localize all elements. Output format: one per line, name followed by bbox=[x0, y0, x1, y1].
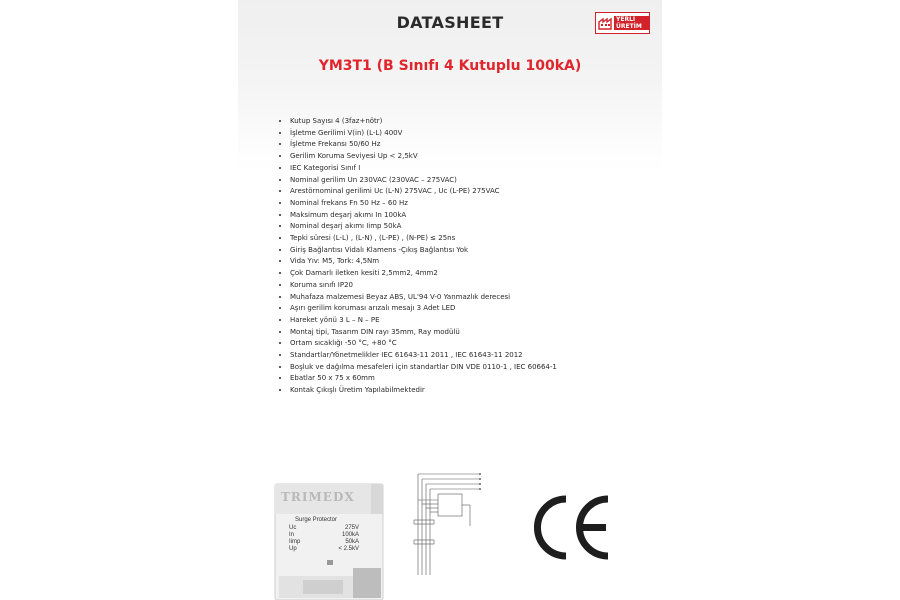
spec-item: • Kontak Çıkışlı Üretim Yapılabilmektedir bbox=[290, 385, 650, 397]
spec-item: • Nominal deşarj akımı Iimp 50kA bbox=[290, 221, 650, 233]
factory-icon bbox=[596, 14, 614, 32]
device-rating-value: < 2.5kV bbox=[338, 546, 359, 552]
device-rating-row bbox=[289, 532, 359, 539]
ce-mark-icon bbox=[528, 490, 618, 565]
spec-item: • Tepki süresi (L-L) , (L-N) , (L-PE) , (N-PE) ≤ 25ns bbox=[290, 233, 650, 245]
spec-item: • Vida Yıv: M5, Tork: 4,5Nm bbox=[290, 256, 650, 268]
device-brand: TRIMEDX bbox=[281, 490, 355, 504]
spec-item: • Nominal gerilim Un 230VAC (230VAC – 275VAC) bbox=[290, 175, 650, 187]
spec-item: • Koruma sınıfı IP20 bbox=[290, 280, 650, 292]
device-rating-row bbox=[289, 525, 359, 532]
wiring-diagram bbox=[408, 470, 488, 580]
product-title: YM3T1 (B Sınıfı 4 Kutuplu 100kA) bbox=[318, 58, 582, 74]
spec-item: • Muhafaza malzemesi Beyaz ABS, UL'94 V-0 Yanmazlık derecesi bbox=[290, 292, 650, 304]
spec-item: • İşletme Frekansı 50/60 Hz bbox=[290, 139, 650, 151]
spec-item: • Boşluk ve dağılma mesafeleri için standartlar DIN VDE 0110-1 , IEC 60664-1 bbox=[290, 362, 650, 374]
datasheet-page bbox=[238, 0, 662, 600]
spec-item: • IEC Kategorisi Sınıf I bbox=[290, 163, 650, 175]
spec-item: • Ortam sıcaklığı -50 °C, +80 °C bbox=[290, 338, 650, 350]
spec-item: • Kutup Sayısı 4 (3faz+nötr) bbox=[290, 116, 650, 128]
spec-item: • Nominal frekans Fn 50 Hz – 60 Hz bbox=[290, 198, 650, 210]
spec-item: • Montaj tipi, Tasarım DIN rayı 35mm, Ray modülü bbox=[290, 327, 650, 339]
spec-item: • Maksimum deşarj akımı In 100kA bbox=[290, 210, 650, 222]
device-rating-value: 275V bbox=[344, 525, 359, 531]
device-label: Surge Protector bbox=[295, 517, 338, 523]
device-rating-key: Up bbox=[289, 546, 297, 552]
badge-text bbox=[614, 16, 649, 30]
spec-item: • Hareket yönü 3 L – N – PE bbox=[290, 315, 650, 327]
spec-item: • Giriş Bağlantısı Vidalı Klamens -Çıkış Bağlantısı Yok bbox=[290, 245, 650, 257]
device-rating-value: 50kA bbox=[345, 539, 359, 545]
spec-item: • Gerilim Koruma Seviyesi Up < 2,5kV bbox=[290, 151, 650, 163]
spec-item: • Ebatlar 50 x 75 x 60mm bbox=[290, 373, 650, 385]
device-rating-value: 100kA bbox=[341, 532, 359, 538]
device-image bbox=[273, 480, 388, 600]
spec-item: • Aşırı gerilim koruması arızalı mesajı 3 Adet LED bbox=[290, 303, 650, 315]
device-rating-key: Iimp bbox=[289, 539, 301, 545]
yerli-uretim-badge bbox=[595, 12, 650, 34]
spec-item: • Arestörnominal gerilimi Uc (L-N) 275VAC , Uc (L-PE) 275VAC bbox=[290, 186, 650, 198]
device-rating-row bbox=[289, 539, 359, 546]
device-rating-key: Uc bbox=[289, 525, 297, 531]
device-rating-row bbox=[289, 546, 359, 553]
page-title: DATASHEET bbox=[396, 13, 504, 32]
badge-line1: YERLİ bbox=[616, 16, 636, 23]
badge-line2: ÜRETİM bbox=[616, 23, 642, 30]
spec-item: • Standartlar/Yönetmelikler IEC 61643-11 2011 , IEC 61643-11 2012 bbox=[290, 350, 650, 362]
spec-list bbox=[278, 116, 650, 397]
device-rating-key: In bbox=[289, 532, 295, 538]
spec-item: • İşletme Gerilimi V(in) (L-L) 400V bbox=[290, 128, 650, 140]
device-ratings bbox=[289, 525, 359, 553]
spec-item: • Çok Damarlı iletken kesiti 2,5mm2, 4mm2 bbox=[290, 268, 650, 280]
